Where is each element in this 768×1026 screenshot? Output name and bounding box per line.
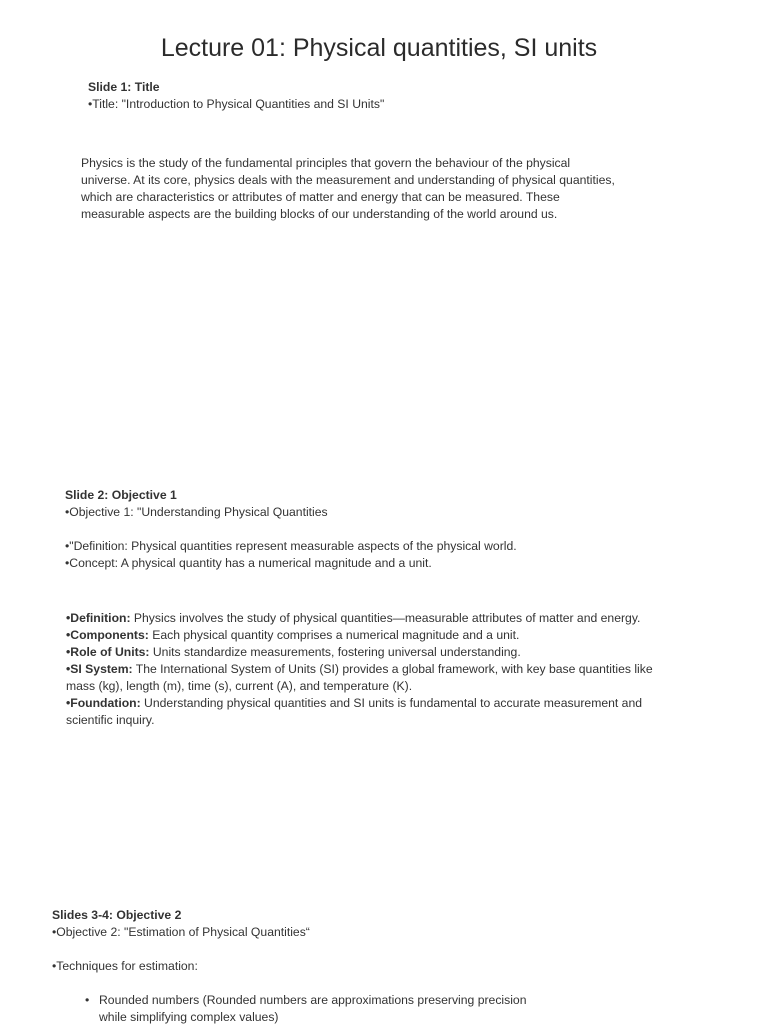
slide1-section <box>88 79 384 113</box>
slide3-objective: •Objective 2: "Estimation of Physical Quantities“ <box>52 925 310 939</box>
point-components <box>66 627 653 644</box>
intro-paragraph <box>81 155 615 223</box>
slide3-techniques: •Techniques for estimation: <box>52 959 198 973</box>
point-text: Physics involves the study of physical quantities—measurable attributes of matter and energy. <box>130 611 641 625</box>
point-foundation-cont: scientific inquiry. <box>66 713 155 727</box>
list-item-line: Rounded numbers (Rounded numbers are approximations preserving precision <box>99 993 527 1007</box>
page-title: Lecture 01: Physical quantities, SI units <box>160 34 598 62</box>
intro-line: which are characteristics or attributes of matter and energy that can be measured. These <box>81 190 560 204</box>
slide1-title-line: •Title: "Introduction to Physical Quantities and SI Units" <box>88 97 385 111</box>
point-label: •Role of Units: <box>66 645 150 659</box>
point-label: •Foundation: <box>66 696 141 710</box>
slide3-section <box>52 907 526 1026</box>
spacer <box>65 521 517 538</box>
bullet-icon: • <box>85 993 90 1007</box>
point-foundation <box>66 695 653 712</box>
point-si-system <box>66 661 653 678</box>
spacer <box>52 975 526 992</box>
point-definition <box>66 610 653 627</box>
point-text: Units standardize measurements, fostering universal understanding. <box>149 645 521 659</box>
point-si-system-cont: mass (kg), length (m), time (s), current (A), and temperature (K). <box>66 679 413 693</box>
slide3-heading: Slides 3-4: Objective 2 <box>52 908 182 922</box>
slide2-points <box>66 610 653 729</box>
slide1-heading: Slide 1: Title <box>88 80 160 94</box>
slide2-objective: •Objective 1: "Understanding Physical Quantities <box>65 505 328 519</box>
intro-line: Physics is the study of the fundamental principles that govern the behaviour of the physical <box>81 156 571 170</box>
point-role-of-units <box>66 644 653 661</box>
list-item-line: while simplifying complex values) <box>99 1010 279 1024</box>
point-label: •Components: <box>66 628 149 642</box>
slide2-concept-line: •Concept: A physical quantity has a numerical magnitude and a unit. <box>65 556 432 570</box>
intro-line: universe. At its core, physics deals with the measurement and understanding of physical quantities, <box>81 173 615 187</box>
point-label: •SI System: <box>66 662 133 676</box>
list-item <box>52 992 526 1026</box>
point-text: Each physical quantity comprises a numerical magnitude and a unit. <box>148 628 520 642</box>
spacer <box>52 941 526 958</box>
point-text: The International System of Units (SI) provides a global framework, with key base quantities like <box>132 662 653 676</box>
slide2-definition-line: •"Definition: Physical quantities represent measurable aspects of the physical world. <box>65 539 517 553</box>
slide2-section <box>65 487 517 572</box>
intro-line: measurable aspects are the building blocks of our understanding of the world around us. <box>81 207 558 221</box>
point-text: Understanding physical quantities and SI units is fundamental to accurate measurement and <box>140 696 643 710</box>
slide2-heading: Slide 2: Objective 1 <box>65 488 177 502</box>
techniques-list <box>52 992 526 1026</box>
point-label: •Definition: <box>66 611 131 625</box>
